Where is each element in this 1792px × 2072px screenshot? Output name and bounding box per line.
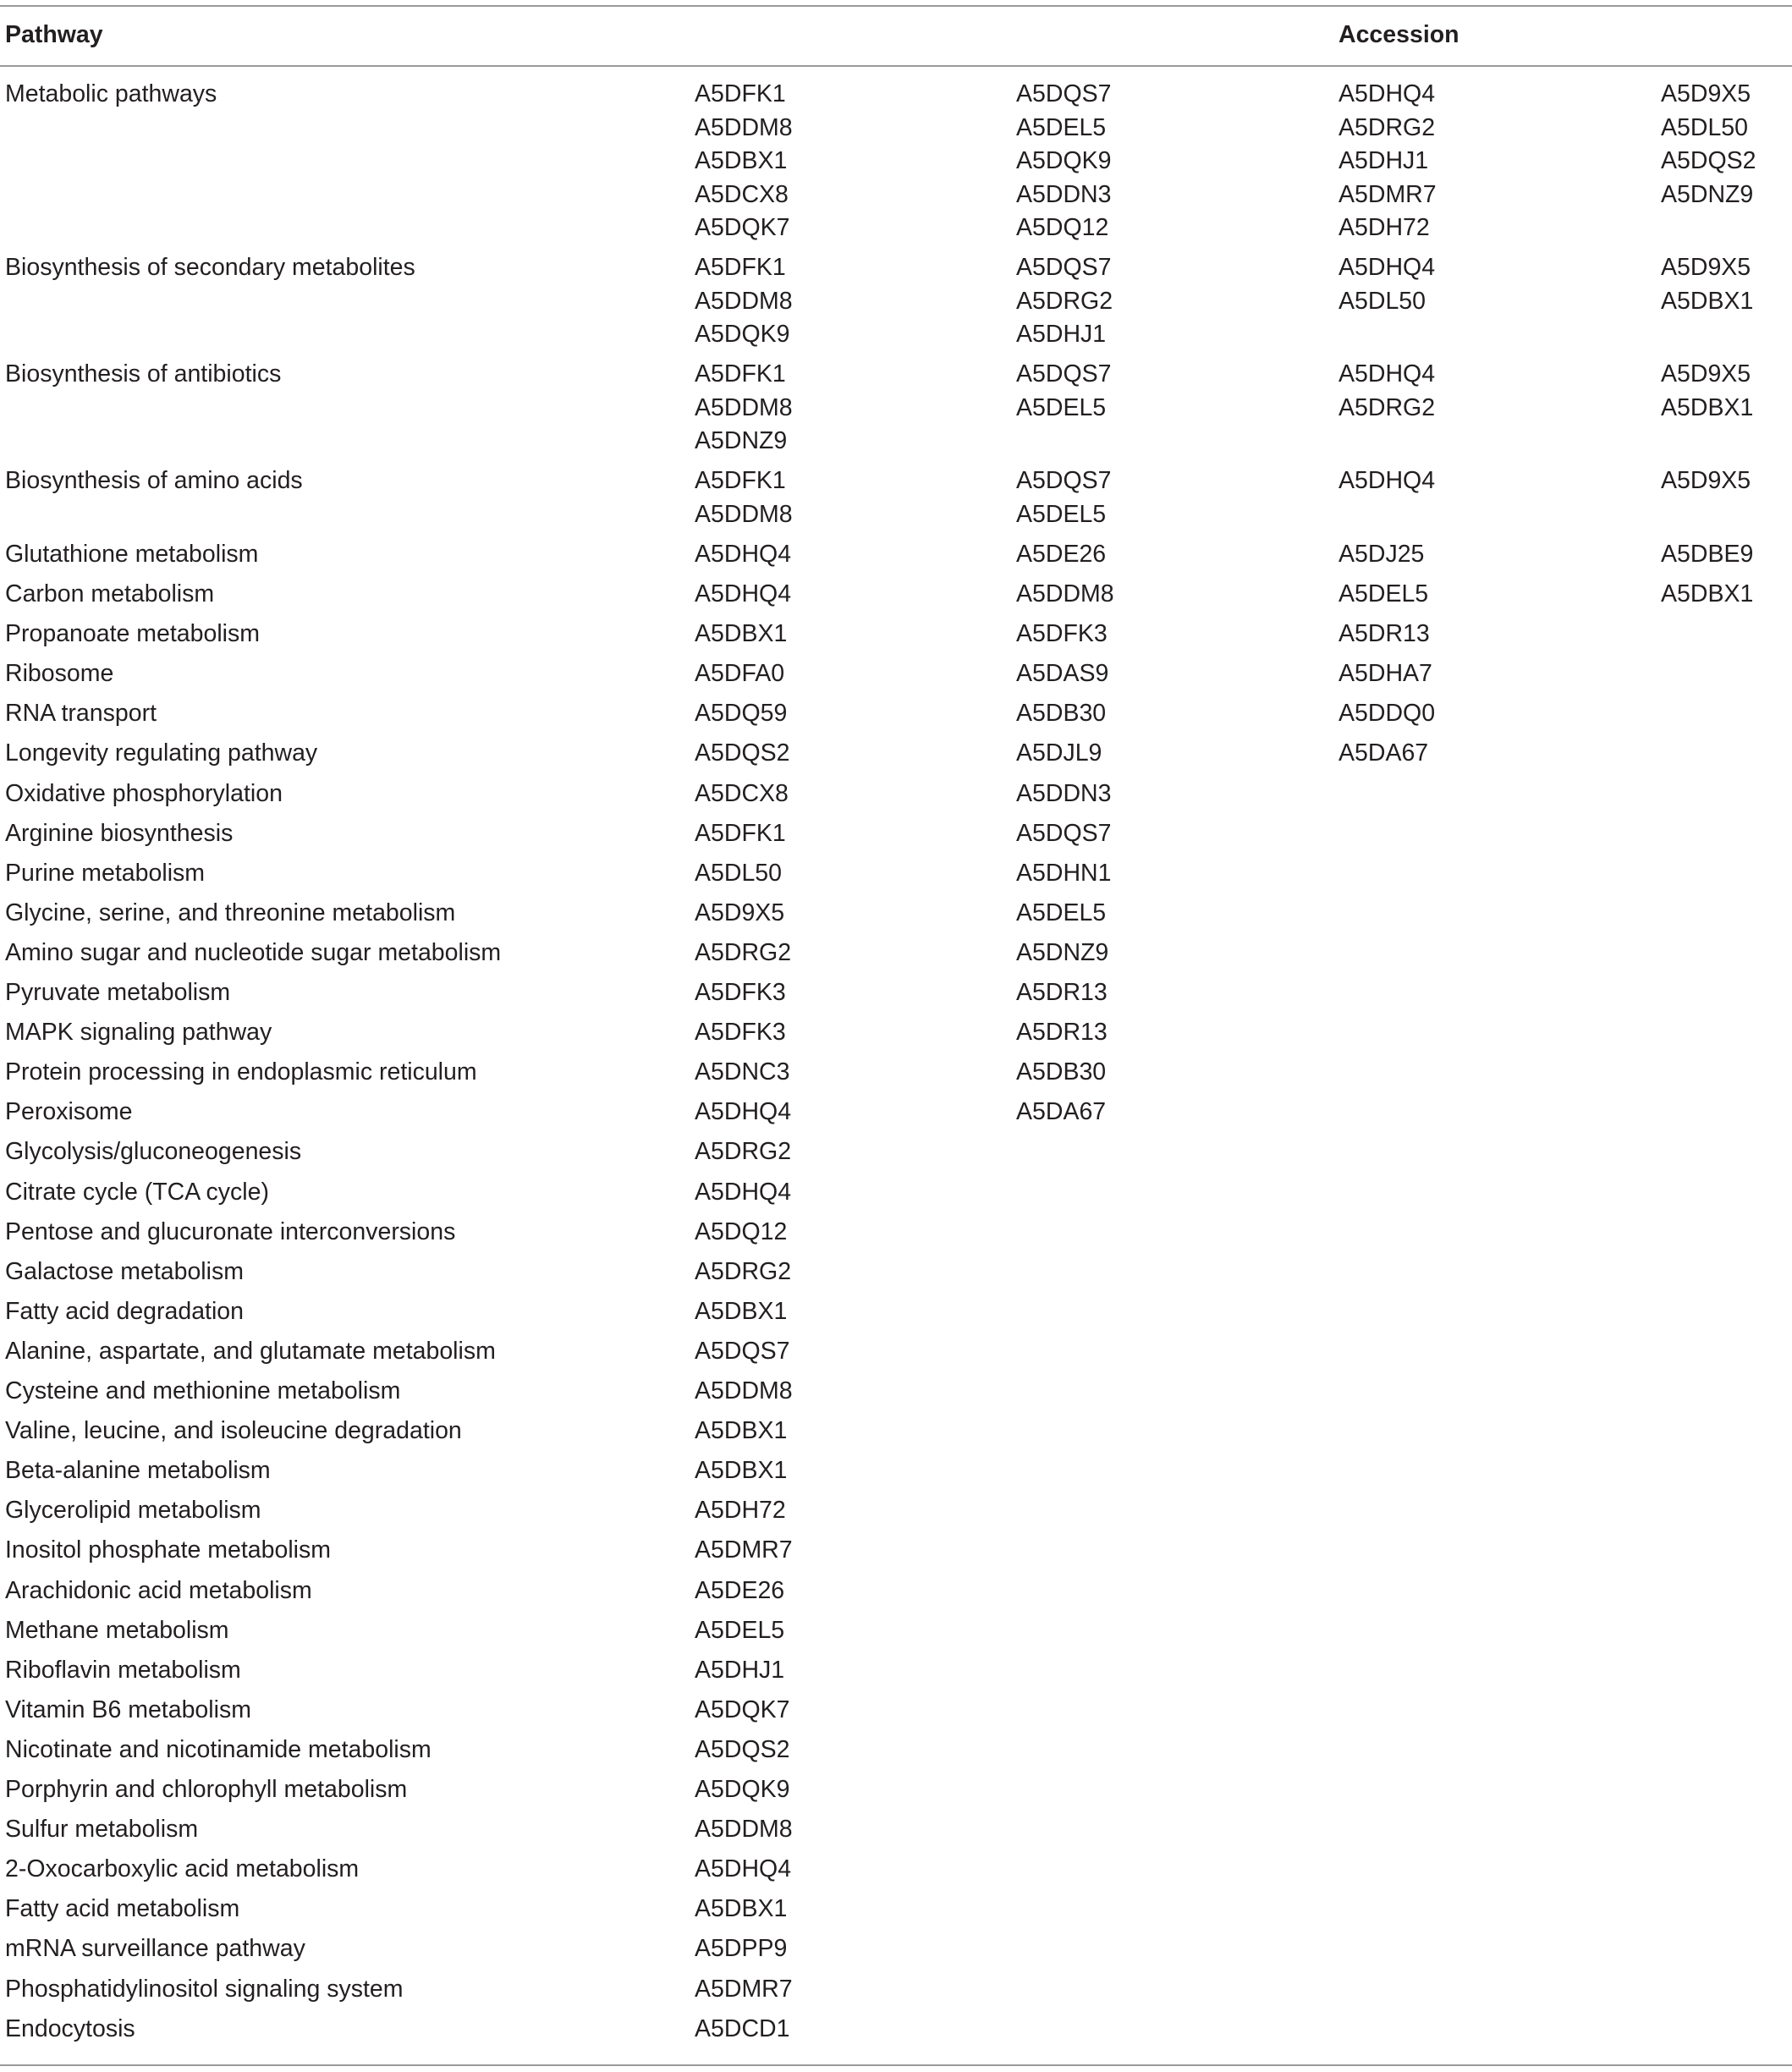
accession-id: A5DFK1 bbox=[695, 254, 786, 282]
accession-id: A5DR13 bbox=[1339, 620, 1430, 648]
accession-id: A5DBX1 bbox=[1661, 580, 1754, 607]
accession-id: A5DMR7 bbox=[695, 1975, 793, 2003]
pathway-name: Biosynthesis of antibiotics bbox=[5, 360, 282, 388]
accession-id: A5DHQ4 bbox=[695, 1098, 792, 1126]
accession-id: A5D9X5 bbox=[1661, 360, 1751, 388]
accession-id: A5DJ25 bbox=[1339, 540, 1425, 568]
pathway-name: MAPK signaling pathway bbox=[5, 1019, 272, 1047]
pathway-name: Glutathione metabolism bbox=[5, 540, 259, 568]
accession-id: A5DMR7 bbox=[1339, 180, 1437, 208]
pathway-name: Propanoate metabolism bbox=[5, 620, 261, 648]
accession-id: A5DFK3 bbox=[695, 979, 786, 1006]
header-accession: Accession bbox=[1339, 21, 1459, 48]
accession-id: A5DEL5 bbox=[1016, 113, 1107, 141]
accession-id: A5DRG2 bbox=[1339, 113, 1436, 141]
pathway-name: Purine metabolism bbox=[5, 859, 206, 887]
accession-id: A5DDQ0 bbox=[1339, 700, 1436, 728]
accession-id: A5DHJ1 bbox=[1339, 147, 1429, 174]
pathway-name: Phosphatidylinositol signaling system bbox=[5, 1975, 404, 2003]
accession-id: A5DE26 bbox=[1016, 540, 1107, 568]
accession-id: A5DHQ4 bbox=[1339, 254, 1436, 282]
accession-id: A5DEL5 bbox=[695, 1616, 785, 1644]
accession-id: A5DFK1 bbox=[695, 467, 786, 495]
header-rule bbox=[0, 65, 1792, 67]
pathway-name: Cysteine and methionine metabolism bbox=[5, 1377, 401, 1404]
accession-id: A5DEL5 bbox=[1339, 580, 1429, 607]
accession-id: A5DQ12 bbox=[695, 1217, 788, 1245]
accession-id: A5DBX1 bbox=[1661, 393, 1754, 421]
pathway-name: Peroxisome bbox=[5, 1098, 133, 1126]
top-rule bbox=[0, 5, 1792, 7]
pathway-name: Riboflavin metabolism bbox=[5, 1656, 241, 1684]
accession-id: A5DA67 bbox=[1339, 739, 1429, 767]
accession-id: A5DH72 bbox=[1339, 214, 1430, 241]
accession-id: A5DHJ1 bbox=[1016, 321, 1107, 349]
accession-id: A5DFA0 bbox=[695, 660, 785, 688]
accession-id: A5DBX1 bbox=[695, 1297, 788, 1325]
pathway-name: Arginine biosynthesis bbox=[5, 819, 234, 847]
pathway-name: mRNA surveillance pathway bbox=[5, 1935, 305, 1963]
accession-id: A5DHQ4 bbox=[695, 1855, 792, 1883]
pathway-name: Oxidative phosphorylation bbox=[5, 779, 283, 807]
accession-id: A5DEL5 bbox=[1016, 393, 1107, 421]
accession-id: A5DDM8 bbox=[695, 113, 793, 141]
header-pathway: Pathway bbox=[5, 21, 103, 48]
accession-id: A5DRG2 bbox=[695, 938, 792, 966]
pathway-name: Beta-alanine metabolism bbox=[5, 1457, 271, 1485]
accession-id: A5DFK3 bbox=[695, 1019, 786, 1047]
accession-id: A5DRG2 bbox=[1339, 393, 1436, 421]
accession-id: A5DB30 bbox=[1016, 1058, 1107, 1086]
accession-id: A5DQS2 bbox=[695, 1735, 790, 1763]
accession-id: A5DRG2 bbox=[695, 1138, 792, 1166]
pathway-name: 2-Oxocarboxylic acid metabolism bbox=[5, 1855, 360, 1883]
accession-id: A5DE26 bbox=[695, 1576, 785, 1604]
pathway-name: Metabolic pathways bbox=[5, 80, 217, 107]
accession-id: A5DQS7 bbox=[1016, 467, 1112, 495]
pathway-name: Valine, leucine, and isoleucine degradation bbox=[5, 1417, 462, 1445]
accession-id: A5DQS7 bbox=[1016, 819, 1112, 847]
accession-id: A5DDM8 bbox=[695, 287, 793, 315]
pathway-name: Glycerolipid metabolism bbox=[5, 1497, 261, 1525]
accession-id: A5DQS7 bbox=[1016, 80, 1112, 107]
accession-id: A5DHQ4 bbox=[695, 540, 792, 568]
accession-id: A5DDM8 bbox=[695, 1816, 793, 1844]
pathway-name: RNA transport bbox=[5, 700, 157, 728]
pathway-name: Endocytosis bbox=[5, 2014, 135, 2042]
accession-id: A5DFK1 bbox=[695, 360, 786, 388]
accession-id: A5D9X5 bbox=[695, 899, 785, 926]
accession-id: A5DNZ9 bbox=[1016, 938, 1109, 966]
accession-id: A5DL50 bbox=[1339, 287, 1426, 315]
accession-id: A5DCX8 bbox=[695, 180, 789, 208]
pathway-name: Inositol phosphate metabolism bbox=[5, 1536, 331, 1564]
accession-id: A5DB30 bbox=[1016, 700, 1107, 728]
accession-id: A5DBX1 bbox=[695, 620, 788, 648]
accession-id: A5DQK9 bbox=[695, 1776, 790, 1803]
pathway-name: Methane metabolism bbox=[5, 1616, 229, 1644]
pathway-name: Alanine, aspartate, and glutamate metabolism bbox=[5, 1337, 496, 1365]
accession-id: A5DMR7 bbox=[695, 1536, 793, 1564]
accession-id: A5DNZ9 bbox=[695, 427, 788, 455]
accession-id: A5DHN1 bbox=[1016, 859, 1112, 887]
accession-id: A5DR13 bbox=[1016, 1019, 1108, 1047]
accession-id: A5DHQ4 bbox=[695, 1178, 792, 1206]
accession-id: A5DAS9 bbox=[1016, 660, 1109, 688]
accession-id: A5DBX1 bbox=[695, 1457, 788, 1485]
accession-id: A5DL50 bbox=[1661, 113, 1748, 141]
pathway-name: Arachidonic acid metabolism bbox=[5, 1576, 312, 1604]
pathway-name: Biosynthesis of amino acids bbox=[5, 467, 303, 495]
pathway-name: Fatty acid metabolism bbox=[5, 1895, 240, 1923]
accession-id: A5DHQ4 bbox=[1339, 467, 1436, 495]
accession-id: A5DBX1 bbox=[695, 147, 788, 174]
pathway-name: Vitamin B6 metabolism bbox=[5, 1696, 251, 1723]
pathway-name: Galactose metabolism bbox=[5, 1257, 244, 1285]
accession-id: A5DRG2 bbox=[1016, 287, 1113, 315]
pathway-name: Biosynthesis of secondary metabolites bbox=[5, 254, 415, 282]
accession-id: A5DQS7 bbox=[1016, 360, 1112, 388]
bottom-rule bbox=[0, 2064, 1792, 2066]
accession-id: A5DA67 bbox=[1016, 1098, 1107, 1126]
accession-id: A5DCX8 bbox=[695, 779, 789, 807]
accession-id: A5DQK9 bbox=[1016, 147, 1112, 174]
accession-id: A5DBX1 bbox=[695, 1417, 788, 1445]
accession-id: A5DQK9 bbox=[695, 321, 790, 349]
accession-id: A5DPP9 bbox=[695, 1935, 788, 1963]
pathway-name: Carbon metabolism bbox=[5, 580, 215, 607]
pathway-name: Pentose and glucuronate interconversions bbox=[5, 1217, 456, 1245]
accession-id: A5DQ12 bbox=[1016, 214, 1109, 241]
accession-id: A5DQ59 bbox=[695, 700, 788, 728]
accession-id: A5DQS7 bbox=[695, 1337, 790, 1365]
pathway-name: Nicotinate and nicotinamide metabolism bbox=[5, 1735, 432, 1763]
pathway-name: Protein processing in endoplasmic reticulum bbox=[5, 1058, 477, 1086]
pathway-name: Citrate cycle (TCA cycle) bbox=[5, 1178, 269, 1206]
accession-id: A5DBX1 bbox=[1661, 287, 1754, 315]
pathway-name: Sulfur metabolism bbox=[5, 1816, 199, 1844]
pathway-name: Porphyrin and chlorophyll metabolism bbox=[5, 1776, 408, 1803]
accession-id: A5DJL9 bbox=[1016, 739, 1102, 767]
accession-id: A5D9X5 bbox=[1661, 254, 1751, 282]
accession-id: A5DFK3 bbox=[1016, 620, 1108, 648]
accession-id: A5DDN3 bbox=[1016, 180, 1112, 208]
accession-id: A5D9X5 bbox=[1661, 467, 1751, 495]
accession-id: A5DCD1 bbox=[695, 2014, 790, 2042]
accession-id: A5DQS7 bbox=[1016, 254, 1112, 282]
accession-id: A5DNZ9 bbox=[1661, 180, 1754, 208]
accession-id: A5DNC3 bbox=[695, 1058, 790, 1086]
accession-id: A5DQS2 bbox=[1661, 147, 1756, 174]
pathway-name: Pyruvate metabolism bbox=[5, 979, 231, 1006]
accession-id: A5DFK1 bbox=[695, 80, 786, 107]
pathway-name: Longevity regulating pathway bbox=[5, 739, 318, 767]
accession-id: A5DQS2 bbox=[695, 739, 790, 767]
accession-id: A5D9X5 bbox=[1661, 80, 1751, 107]
accession-id: A5DHA7 bbox=[1339, 660, 1432, 688]
accession-id: A5DHQ4 bbox=[1339, 80, 1436, 107]
accession-id: A5DHJ1 bbox=[695, 1656, 785, 1684]
accession-id: A5DQK7 bbox=[695, 214, 790, 241]
pathway-name: Glycolysis/gluconeogenesis bbox=[5, 1138, 302, 1166]
pathway-name: Amino sugar and nucleotide sugar metabolism bbox=[5, 938, 502, 966]
accession-id: A5DDM8 bbox=[695, 393, 793, 421]
accession-id: A5DR13 bbox=[1016, 979, 1108, 1006]
accession-id: A5DEL5 bbox=[1016, 899, 1107, 926]
pathway-name: Ribosome bbox=[5, 660, 114, 688]
accession-id: A5DH72 bbox=[695, 1497, 786, 1525]
accession-id: A5DEL5 bbox=[1016, 500, 1107, 528]
pathway-name: Glycine, serine, and threonine metabolism bbox=[5, 899, 456, 926]
accession-id: A5DRG2 bbox=[695, 1257, 792, 1285]
accession-id: A5DDM8 bbox=[1016, 580, 1114, 607]
accession-id: A5DDN3 bbox=[1016, 779, 1112, 807]
accession-id: A5DL50 bbox=[695, 859, 782, 887]
accession-id: A5DDM8 bbox=[695, 1377, 793, 1404]
accession-id: A5DHQ4 bbox=[695, 580, 792, 607]
accession-id: A5DQK7 bbox=[695, 1696, 790, 1723]
accession-id: A5DHQ4 bbox=[1339, 360, 1436, 388]
accession-id: A5DBE9 bbox=[1661, 540, 1754, 568]
accession-id: A5DFK1 bbox=[695, 819, 786, 847]
accession-id: A5DDM8 bbox=[695, 500, 793, 528]
accession-id: A5DBX1 bbox=[695, 1895, 788, 1923]
pathway-name: Fatty acid degradation bbox=[5, 1297, 245, 1325]
